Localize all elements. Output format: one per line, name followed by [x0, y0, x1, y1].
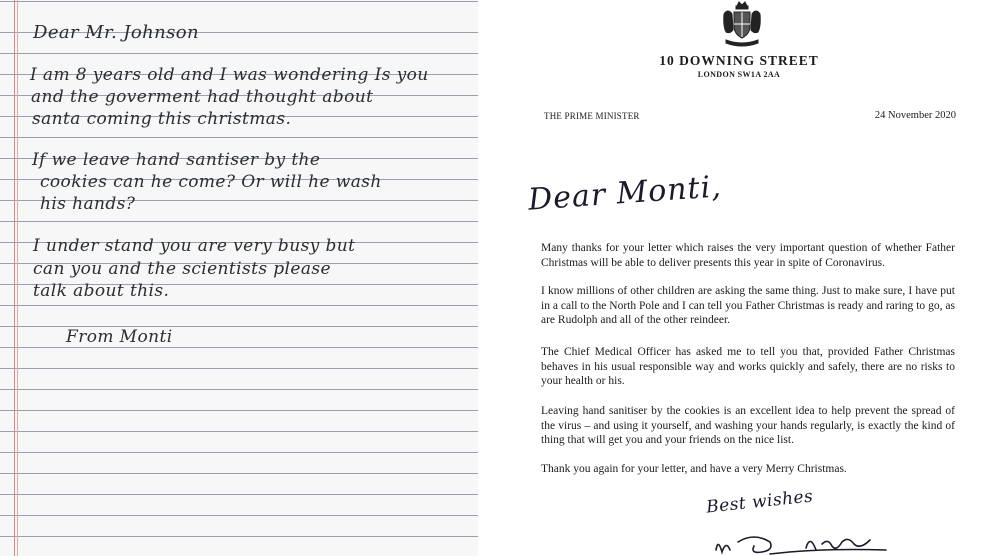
- margin-line: [14, 0, 15, 556]
- child-line-5: cookies can he come? Or will he wash: [40, 172, 382, 192]
- child-line-2: and the goverment had thought about: [31, 87, 374, 107]
- paragraph-4: Leaving hand sanitiser by the cookies is an excellent idea to help prevent the spread of the virus – and using it yourself, and washing your hands regularly, is exactly the kind of thing that will get you and your friends on the nice list.: [541, 405, 955, 446]
- child-line-7: I under stand you are very busy but: [33, 236, 356, 256]
- sender-title: THE PRIME MINISTER: [544, 111, 640, 121]
- paragraph-3: The Chief Medical Officer has asked me to tell you that, provided Father Christmas behaves in his usual responsible way and works quickly and safely, there are no risks to your health or his.: [541, 346, 955, 387]
- child-line-9: talk about this.: [33, 281, 170, 301]
- page-divider: [478, 0, 488, 556]
- child-line-4: If we leave hand santiser by the: [32, 150, 321, 170]
- child-handwritten-letter: [0, 0, 478, 556]
- child-signoff: From Monti: [66, 327, 173, 347]
- handwritten-signature-icon: [710, 520, 890, 556]
- child-line-8: can you and the scientists please: [33, 259, 331, 279]
- child-line-1: I am 8 years old and I was wondering Is you: [30, 65, 429, 85]
- child-line-3: santa coming this christmas.: [32, 109, 292, 129]
- letterhead-postcode: LONDON SW1A 2AA: [697, 70, 781, 79]
- child-line-6: his hands?: [40, 194, 136, 214]
- letterhead-address: 10 DOWNING STREET: [659, 53, 819, 68]
- royal-coat-of-arms-icon: [720, 0, 764, 50]
- paragraph-2: I know millions of other children are asking the same thing. Just to make sure, I have put in a call to the North Pole and I can tell you Father Christmas is ready and raring to go, as are Rudolph and all of the other reindeer.: [541, 285, 955, 326]
- letter-date: 24 November 2020: [874, 110, 956, 121]
- child-greeting: Dear Mr. Johnson: [33, 22, 199, 43]
- paragraph-1: Many thanks for your letter which raises the very important question of whether Father Christmas will be able to deliver presents this year in spite of Coronavirus.: [541, 242, 955, 269]
- handwritten-salutation: Dear Monti,: [527, 169, 723, 218]
- handwritten-closing: Best wishes: [705, 486, 815, 518]
- paragraph-5: Thank you again for your letter, and have a very Merry Christmas.: [541, 463, 847, 475]
- margin-line-inner: [17, 0, 18, 556]
- pm-reply-letter: [488, 0, 990, 556]
